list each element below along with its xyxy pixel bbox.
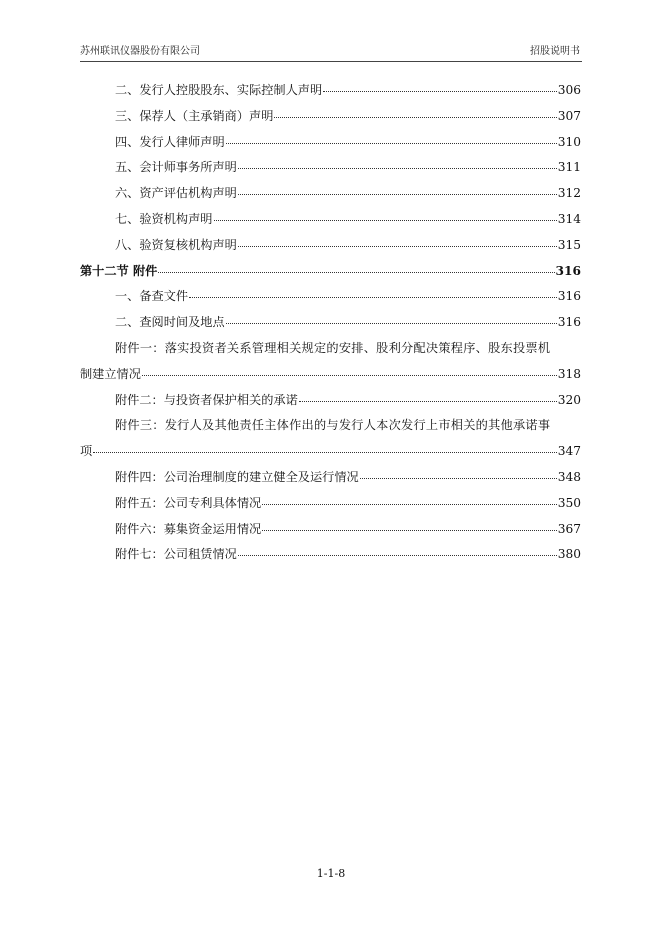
toc-entry-page: 316 [557, 289, 581, 304]
toc-entry-label: 附件六：募集资金运用情况 [115, 521, 262, 536]
toc-entry-wrap [80, 439, 581, 465]
toc-entry[interactable] [80, 104, 581, 130]
toc-section-heading[interactable] [80, 259, 581, 285]
toc-entry-label-line2: 制建立情况 [80, 366, 141, 381]
toc-entry-page: 318 [557, 366, 581, 381]
toc-entry-page: 310 [557, 134, 581, 149]
toc-entry-page: 314 [557, 211, 581, 226]
toc-entry-label: 附件五：公司专利具体情况 [115, 495, 262, 510]
toc-leader-dots [214, 211, 557, 221]
toc-entry-page: 316 [557, 315, 581, 330]
header-divider [80, 61, 582, 62]
toc-entry[interactable] [80, 78, 581, 104]
toc-entry-label-line1: 附件一：落实投资者关系管理相关规定的安排、股利分配决策程序、股东投票机 [115, 340, 551, 355]
toc-entry-page: 347 [557, 444, 581, 459]
toc-entry-label: 附件二：与投资者保护相关的承诺 [115, 392, 298, 407]
toc-entry-page: 348 [557, 469, 581, 484]
toc-leader-dots [262, 521, 556, 531]
toc-entry-label: 四、发行人律师声明 [115, 134, 225, 149]
toc-leader-dots [189, 288, 557, 298]
toc-entry-page: 306 [557, 83, 581, 97]
toc-leader-dots [226, 314, 557, 324]
toc-leader-dots [299, 392, 557, 402]
toc-entry-wrap [80, 362, 581, 388]
toc-entry-label: 七、验资机构声明 [115, 211, 213, 226]
toc-entry-page: 311 [557, 160, 581, 175]
toc-entry-attachment-1[interactable] [80, 336, 581, 388]
toc-section-page: 316 [555, 263, 581, 278]
toc-entry[interactable] [80, 310, 581, 336]
page-number: 1-1-8 [316, 867, 346, 880]
toc-entry[interactable] [80, 542, 581, 568]
toc-entry-page: 320 [557, 392, 581, 407]
toc-leader-dots [158, 263, 554, 273]
toc-entry-page: 380 [557, 547, 581, 562]
toc-entry-label: 二、发行人控股股东、实际控制人声明 [115, 83, 323, 97]
toc-entry-label: 附件七：公司租赁情况 [115, 547, 237, 562]
toc-entry-label: 附件四：公司治理制度的建立健全及运行情况 [115, 469, 359, 484]
toc-leader-dots [323, 82, 557, 92]
toc-entry-page: 350 [557, 495, 581, 510]
toc-entry[interactable] [80, 284, 581, 310]
header-doc-type: 招股说明书 [530, 46, 580, 57]
toc-entry-page: 315 [557, 237, 581, 252]
toc-entry[interactable] [80, 465, 581, 491]
toc-leader-dots [238, 237, 557, 247]
toc-entry[interactable] [80, 181, 581, 207]
table-of-contents [80, 78, 581, 568]
toc-entry-label: 三、保荐人（主承销商）声明 [115, 108, 274, 123]
page-header [80, 44, 580, 60]
toc-leader-dots [262, 495, 556, 505]
toc-leader-dots [226, 134, 557, 144]
toc-entry-label-line1: 附件三：发行人及其他责任主体作出的与发行人本次发行上市相关的其他承诺事 [115, 418, 551, 433]
toc-entry-page: 307 [557, 108, 581, 123]
toc-leader-dots [238, 185, 557, 195]
toc-section-label: 第十二节 附件 [80, 263, 158, 278]
toc-entry-page: 312 [557, 186, 581, 201]
toc-entry-label: 六、资产评估机构声明 [115, 186, 237, 201]
toc-entry-page: 367 [557, 521, 581, 536]
toc-leader-dots [360, 469, 557, 479]
toc-leader-dots [238, 159, 557, 169]
toc-entry-label-line2: 项 [80, 444, 93, 459]
toc-entry-label: 五、会计师事务所声明 [115, 160, 237, 175]
toc-entry[interactable] [80, 517, 581, 543]
toc-leader-dots [238, 546, 557, 556]
toc-entry[interactable] [80, 155, 581, 181]
toc-entry-label: 二、查阅时间及地点 [115, 315, 225, 330]
toc-entry-label: 八、验资复核机构声明 [115, 237, 237, 252]
toc-entry[interactable] [80, 388, 581, 414]
toc-entry[interactable] [80, 207, 581, 233]
toc-leader-dots [142, 366, 557, 376]
toc-entry-attachment-3[interactable] [80, 413, 581, 465]
toc-entry-label: 一、备查文件 [115, 289, 189, 304]
toc-leader-dots [93, 443, 557, 453]
toc-leader-dots [274, 108, 556, 118]
toc-entry[interactable] [80, 233, 581, 259]
toc-entry[interactable] [80, 130, 581, 156]
toc-entry[interactable] [80, 491, 581, 517]
header-company: 苏州联讯仪器股份有限公司 [80, 46, 200, 57]
